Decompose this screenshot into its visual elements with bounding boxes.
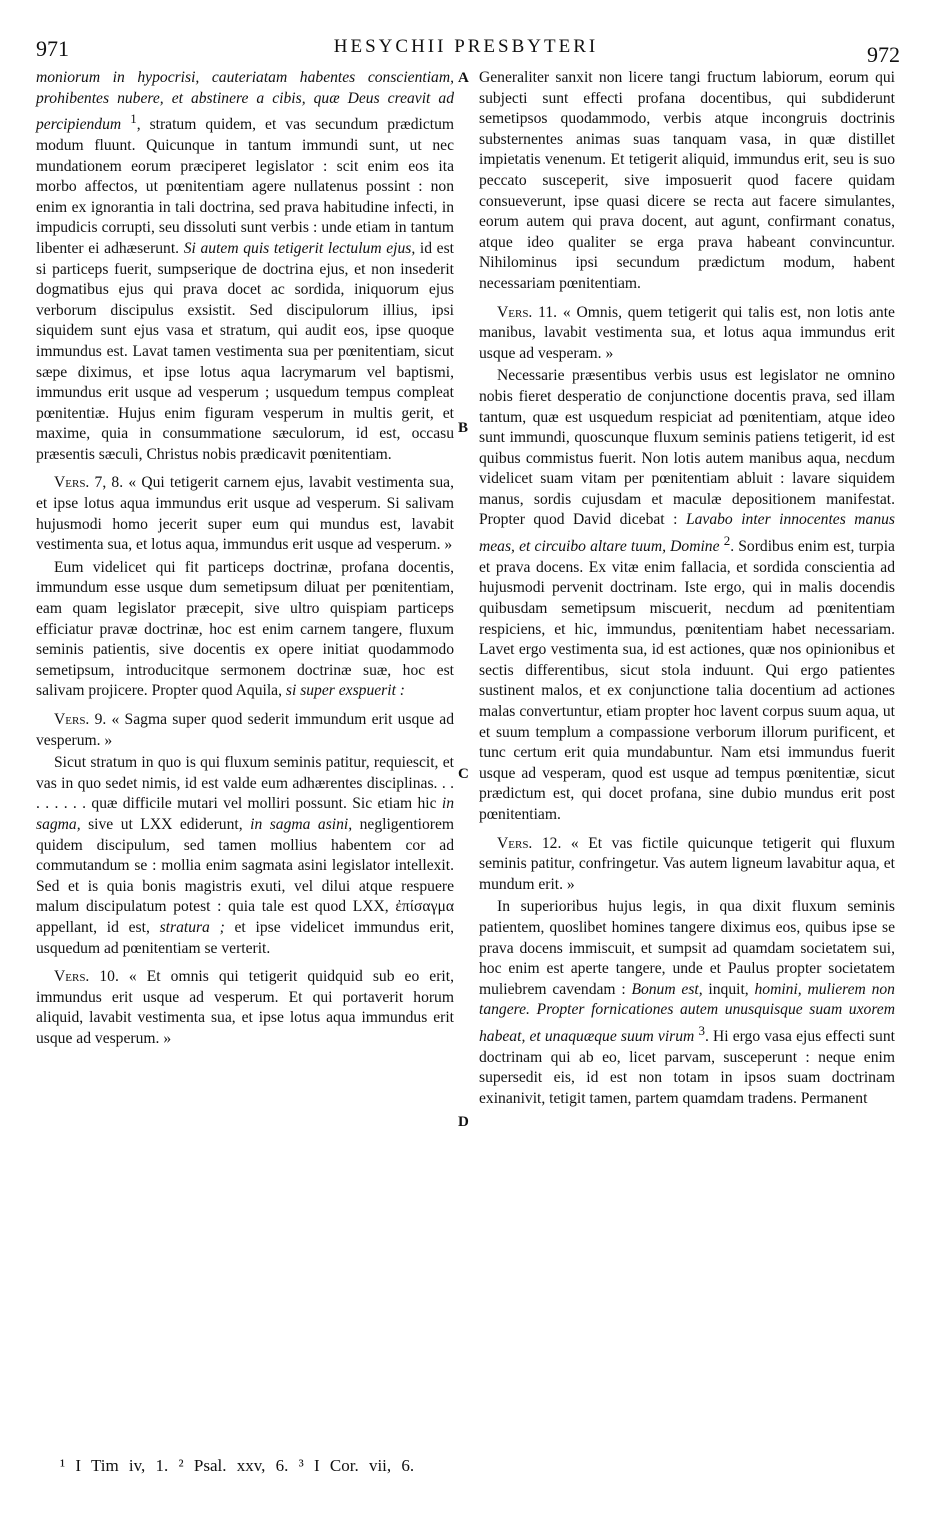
verse-quote: Vers. 12. « Et vas fictile quicunque tetigerit qui fluxum seminis patitur, confringetur. Vas autem ligneum lavabitur aqua, et mundum erit. » <box>479 834 895 893</box>
paragraph: Sicut stratum in quo is qui fluxum seminis patitur, requiescit, et vas in quo sedet nimis, id est valde eum adhærentes disciplinas. . . . . . . . . quæ difficile mutari vel molliri possunt. Sic etiam hic in sagma, sive ut LXX ediderunt, in sagma asini, negligentiorem quidem discipulum, sed tamen mollius habentem cor ad commutandum se : mollia enim sagmata asini legislator intellexit. Sed et is quia bonis magistris exuti, vel dilui atque respuere malum discipulatum potest : quia tale est quod LXX, ἐπίσαγμα appellant, id est, stratura ; et ipse videlicet immundus erit, usquedum ad pœnitentiam se verterit. <box>36 754 455 957</box>
margin-mark-d: D <box>458 1114 469 1130</box>
right-column <box>479 68 895 1109</box>
paragraph: Necessarie præsentibus verbis usus est legislator ne omnino nobis fieret desperatio de conjunctione docentis prava, sed illam tantum, quæ est usquedum respiciat ad pœnitentiam, atque ideo sunt immundi, quoscunque fluxum seminis patiens tetigerit, id est quibus commistus fuerit. Non lotis autem manibus aqua, necdum videlicet suam vitam per pœnitentiam abluit : lavare siquidem manus, sordis cujusdam et maculæ depositionem manifestat. Propter quod David dicebat : Lavabo inter innocentes manus meas, et circuibo altare tuum, Domine $^2$. Sordibus enim est, turpia et prava docens. Ex vitæ enim fallacia, et sordida conscientia ad hujusmodi pervenit doctrinam. Iste ergo, qui in malis docendis quibusdam semetipsum miscuerit, necdum ad pœnitentiam respiciens, et hic, immundus, pœnitentiam habet necessariam. Lavet ergo vestimenta sua, id est actiones, quæ nos opinionibus et sectis differentibus, sicut stola induunt. Qui ergo patientes sustinent malos, et ex conjunctione talia docentium ad actiones malas convertuntur, etiam propter hoc lavent corpus suum aqua, ut et suum templum a compassione verborum illorum purificent, et tunc certum erit quia mundabuntur. Nam etsi immundus fuerit usque ad vesperam, quod est usque ad tempus pœnitentiæ, sicut prædictum est, qui docet profana, sine dubio mundus erit post pœnitentiam. <box>479 367 895 823</box>
left-column <box>36 68 454 1050</box>
verse-quote: Vers. 9. « Sagma super quod sederit immundum erit usque ad vesperum. » <box>36 711 454 749</box>
verse-quote: Vers. 7, 8. « Qui tetigerit carnem ejus, lavabit vestimenta sua, et ipse lotus aqua immundus erit usque ad vesperum. Si salivam hujusmodi homo jecerit super eum qui mundus est, lavabit vestimenta sua, et lotus aqua, immundus erit usque ad vesperum. » <box>36 474 454 554</box>
verse-label: Vers. 12. <box>497 834 562 852</box>
footnote-ref: 3 <box>698 1022 705 1038</box>
footnote-ref: 2 <box>723 533 731 549</box>
running-title: HESYCHII PRESBYTERI <box>333 36 599 57</box>
page-number-left: 971 <box>36 36 69 61</box>
verse-label: Vers. 10. <box>54 968 119 986</box>
verse-label: Vers. 9. <box>54 711 107 728</box>
verse-quote: Vers. 10. « Et omnis qui tetigerit quidquid sub eo erit, immundus erit usque ad vesperum. Et qui portaverit horum aliquid, lavabit vestimenta sua, et ipse lotus aqua immundus erit usque ad vesperum. » <box>36 968 454 1047</box>
footnotes: ¹ I Tim iv, 1. ² Psal. xxv, 6. ³ I Cor. vii, 6. <box>60 1456 415 1475</box>
paragraph: moniorum in hypocrisi, cauteriatam habentes conscientiam, prohibentes nubere, et abstinere a cibis, quæ Deus creavit ad percipiendum $^1$, stratum quidem, et vas secundum prædictum modum fluunt. Quicunque in tantum immundi sunt, ut nec mundationem eorum præciperet legislator : scit enim eos ita morbo affectos, ut pœnitentiam agere nullatenus possint : non enim ex ignorantia in tali doctrina, sed prava habitudine infecti, in impudicis corrupti, seu dissoluti sunt verbis : unde etiam in tantum libenter ei adhæserunt. Si autem quis tetigerit lectulum ejus, id est si particeps fuerit, sumpserique de doctrina ejus, et non insederit dogmatibus ejus qui prava docet ac sordida, iniquorum ejus verborum discipulus exsistit. Sed discipulorum illius, ipsi siquidem sunt ejus vasa et stratum, qui audit eos, ipse quoque immundus est. Lavat tamen vestimenta sua per pœnitentiam, sicut sæpe diximus, et ipse lotus aqua lacrymarum vel baptismi, immundus erit usque ad vesperum ; usquedum tempus compleat pœnitentiæ. Hujus enim figuram vesperum in multis gerit, et maxime, quia in consummatione sæculorum, id est, occasu præsentis sæculi, Christus nobis prædicavit pœnitentiam. <box>36 69 455 463</box>
verse-quote: Vers. 11. « Omnis, quem tetigerit qui talis est, non lotis ante manibus, lavabit vestimenta sua, et lotus aqua immundus erit usque ad vesperam. » <box>479 303 895 362</box>
paragraph: Generaliter sanxit non licere tangi fructum labiorum, eorum qui subjecti sunt effecti profana docentibus, qui subdiderunt semetipsos quodammodo, verbis atque incongruis doctrinis substernentes animas suas tanquam vasa, in quæ distillet impietatis venenum. Et tetigerit aliquid, immundus erit, seu is suo peccato susceperit, sive imposuerit quod facere quidam consueverunt, ipse quasi dicere se recta aut facere simulantes, eorum autem qui prava docent, aut agunt, confirmant conatus, atque ideo qualiter se erga prava habeant convincuntur. Nihilominus ipsi secundum prædictum modum, habent necessariam pœnitentiam. <box>479 69 895 292</box>
verse-label: Vers. 7, 8. <box>54 474 124 492</box>
margin-mark-c: C <box>458 766 469 782</box>
margin-mark-a: A <box>458 70 469 86</box>
footnote-ref: 1 <box>130 111 137 127</box>
paragraph: In superioribus hujus legis, in qua dixit fluxum seminis patientem, quoslibet homines tangere diximus eos, quibus ipse se prava docens immiscuit, et sumpsit ad quamdam societatem sui, hoc enim est aperte tangere, unde et Paulus propter societatem muliebrem cavendam : Bonum est, inquit, homini, mulierem non tangere. Propter fornicationes autem unusquisque suam uxorem habeat, et unaquæque suum virum $^3$. Hi ergo vasa ejus effecti sunt doctrinam qui ab eo, licet parvam, susceperunt : neque enim supersedit eis, id est non totam in ipsos suam doctrinam exinanivit, tetigit tamen, partem quamdam tradens. Permanent <box>479 898 895 1107</box>
verse-label: Vers. 11. <box>497 303 558 321</box>
running-header <box>0 32 932 67</box>
margin-mark-b: B <box>458 420 469 436</box>
page-number-right: 972 <box>867 42 900 67</box>
paragraph: Eum videlicet qui fit particeps doctrinæ, profana docentis, immundum esse usque dum semetipsum diluat per pœnitentiam, eam quam legislator præcepit, sive ultro quispiam particeps efficiatur pravæ doctrinæ, hoc est enim carnem tangere, fluxum seminis patientis, sive docentis ex opere initiat quodammodo semetipsum, introducitque sermonem doctrinæ suæ, hoc est salivam projicere. Propter quod Aquila, si super exspuerit : <box>36 558 454 700</box>
